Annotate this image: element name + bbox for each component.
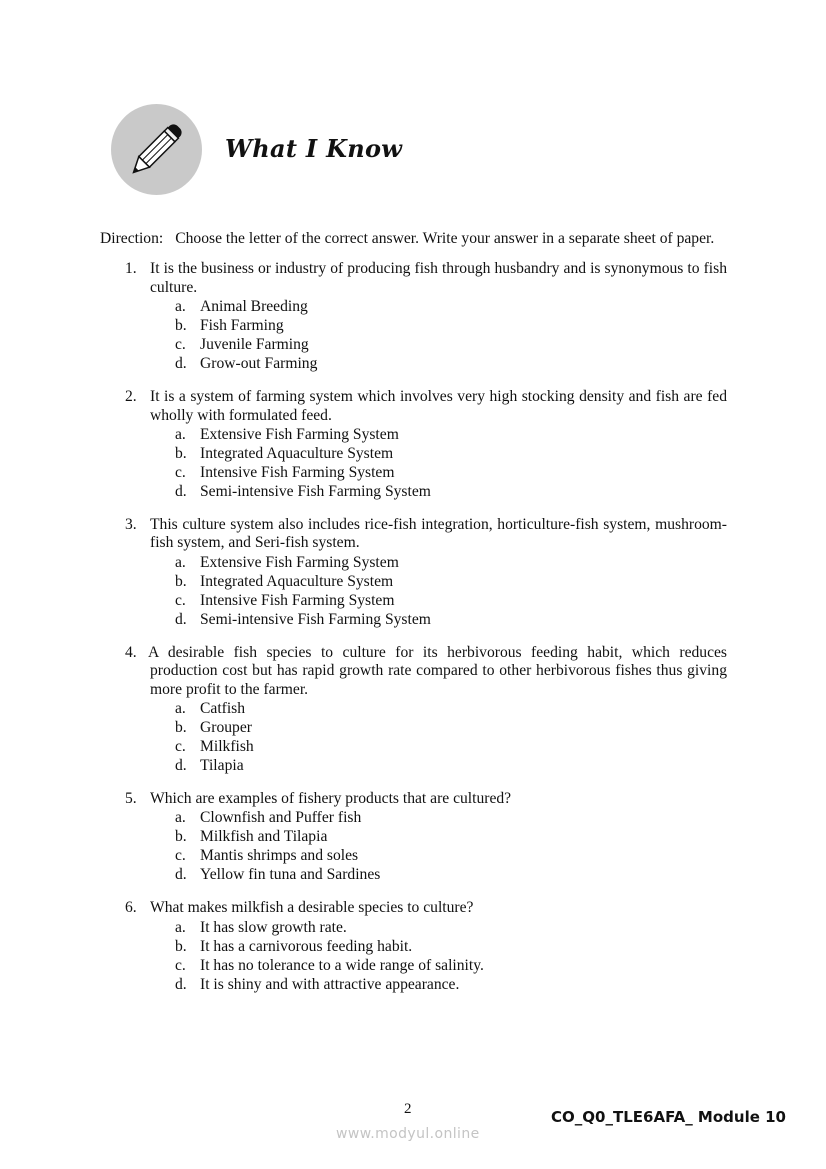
question-item (100, 388, 727, 501)
answer-option (175, 808, 727, 827)
option-text: Milkfish and Tilapia (200, 828, 328, 846)
answer-option (175, 918, 727, 937)
answer-option (175, 463, 727, 482)
option-letter: b. (175, 445, 187, 463)
question-number: 2. (125, 388, 137, 406)
section-title: What I Know (225, 134, 403, 163)
question-number: 6. (125, 899, 137, 917)
option-letter: d. (175, 866, 187, 884)
option-text: Intensive Fish Farming System (200, 464, 395, 482)
question-text: It is the business or industry of producing fish through husbandry and is synonymous to fish culture. (150, 260, 727, 296)
option-letter: d. (175, 757, 187, 775)
option-letter: b. (175, 572, 187, 590)
answer-option (175, 553, 727, 572)
option-list (150, 425, 727, 501)
option-text: Extensive Fish Farming System (200, 553, 399, 571)
option-letter: a. (175, 809, 186, 827)
option-text: It has a carnivorous feeding habit. (200, 937, 413, 955)
option-letter: c. (175, 956, 186, 974)
page-number: 2 (404, 1101, 412, 1117)
quiz-content (100, 230, 727, 1009)
answer-option (175, 572, 727, 591)
option-text: Yellow fin tuna and Sardines (200, 866, 381, 884)
option-letter: b. (175, 719, 187, 737)
pencil-icon (111, 104, 202, 195)
answer-option (175, 846, 727, 865)
option-list (150, 808, 727, 884)
option-list (150, 699, 727, 775)
answer-option (175, 718, 727, 737)
answer-option (175, 937, 727, 956)
option-letter: c. (175, 847, 186, 865)
option-letter: d. (175, 610, 187, 628)
question-item (100, 790, 727, 884)
option-letter: a. (175, 553, 186, 571)
option-text: Mantis shrimps and soles (200, 847, 359, 865)
question-number: 1. (125, 260, 137, 278)
question-text: What makes milkfish a desirable species to culture? (150, 899, 474, 917)
question-item (100, 260, 727, 373)
option-text: Integrated Aquaculture System (200, 572, 394, 590)
question-list (100, 260, 727, 993)
option-letter: d. (175, 975, 187, 993)
option-letter: c. (175, 591, 186, 609)
direction-text: Choose the letter of the correct answer. Write your answer in a separate sheet of paper. (175, 230, 715, 247)
option-letter: b. (175, 317, 187, 335)
option-letter: b. (175, 828, 187, 846)
answer-option (175, 444, 727, 463)
option-letter: d. (175, 355, 187, 373)
answer-option (175, 482, 727, 501)
question-item (100, 644, 727, 775)
question-number: 4. (125, 643, 137, 661)
option-text: Tilapia (200, 757, 244, 775)
option-text: Animal Breeding (200, 298, 308, 316)
answer-option (175, 756, 727, 775)
answer-option (175, 354, 727, 373)
question-item (100, 516, 727, 629)
option-text: Grow-out Farming (200, 355, 318, 373)
question-text: A desirable fish species to culture for its herbivorous feeding habit, which reduces production cost but has rapid growth rate compared to other herbivorous fishes thus giving more profit to the farmer. (148, 643, 727, 698)
option-letter: a. (175, 918, 186, 936)
option-text: Clownfish and Puffer fish (200, 809, 362, 827)
answer-option (175, 865, 727, 884)
question-item (100, 899, 727, 993)
answer-option (175, 316, 727, 335)
option-letter: d. (175, 483, 187, 501)
option-text: Intensive Fish Farming System (200, 591, 395, 609)
question-number: 3. (125, 516, 137, 534)
option-text: Juvenile Farming (200, 336, 309, 354)
answer-option (175, 956, 727, 975)
watermark: www.modyul.online (336, 1126, 480, 1142)
option-text: It has no tolerance to a wide range of salinity. (200, 956, 484, 974)
section-header (111, 104, 511, 196)
option-text: Integrated Aquaculture System (200, 445, 394, 463)
option-letter: a. (175, 298, 186, 316)
option-text: It has slow growth rate. (200, 918, 347, 936)
option-text: Catfish (200, 700, 246, 718)
option-text: Fish Farming (200, 317, 284, 335)
answer-option (175, 975, 727, 994)
answer-option (175, 699, 727, 718)
option-text: Grouper (200, 719, 252, 737)
module-code: CO_Q0_TLE6AFA_ Module 10 (551, 1108, 786, 1126)
question-text: Which are examples of fishery products that are cultured? (150, 790, 512, 808)
option-list (150, 918, 727, 994)
answer-option (175, 827, 727, 846)
option-letter: c. (175, 464, 186, 482)
answer-option (175, 335, 727, 354)
direction-label: Direction: (100, 230, 164, 247)
option-text: Semi-intensive Fish Farming System (200, 483, 431, 501)
option-text: Semi-intensive Fish Farming System (200, 610, 431, 628)
option-text: It is shiny and with attractive appearance. (200, 975, 460, 993)
option-letter: a. (175, 426, 186, 444)
option-letter: c. (175, 738, 186, 756)
option-letter: b. (175, 937, 187, 955)
option-list (150, 297, 727, 373)
question-text: It is a system of farming system which involves very high stocking density and fish are fed wholly with formulated feed. (150, 388, 727, 424)
question-text: This culture system also includes rice-fish integration, horticulture-fish system, mushroom-fish system, and Seri-fish system. (150, 516, 727, 552)
answer-option (175, 425, 727, 444)
option-text: Extensive Fish Farming System (200, 426, 399, 444)
directions (100, 230, 727, 248)
option-list (150, 553, 727, 629)
question-number: 5. (125, 790, 137, 808)
answer-option (175, 610, 727, 629)
answer-option (175, 591, 727, 610)
option-letter: a. (175, 700, 186, 718)
answer-option (175, 737, 727, 756)
answer-option (175, 297, 727, 316)
option-text: Milkfish (200, 738, 254, 756)
option-letter: c. (175, 336, 186, 354)
